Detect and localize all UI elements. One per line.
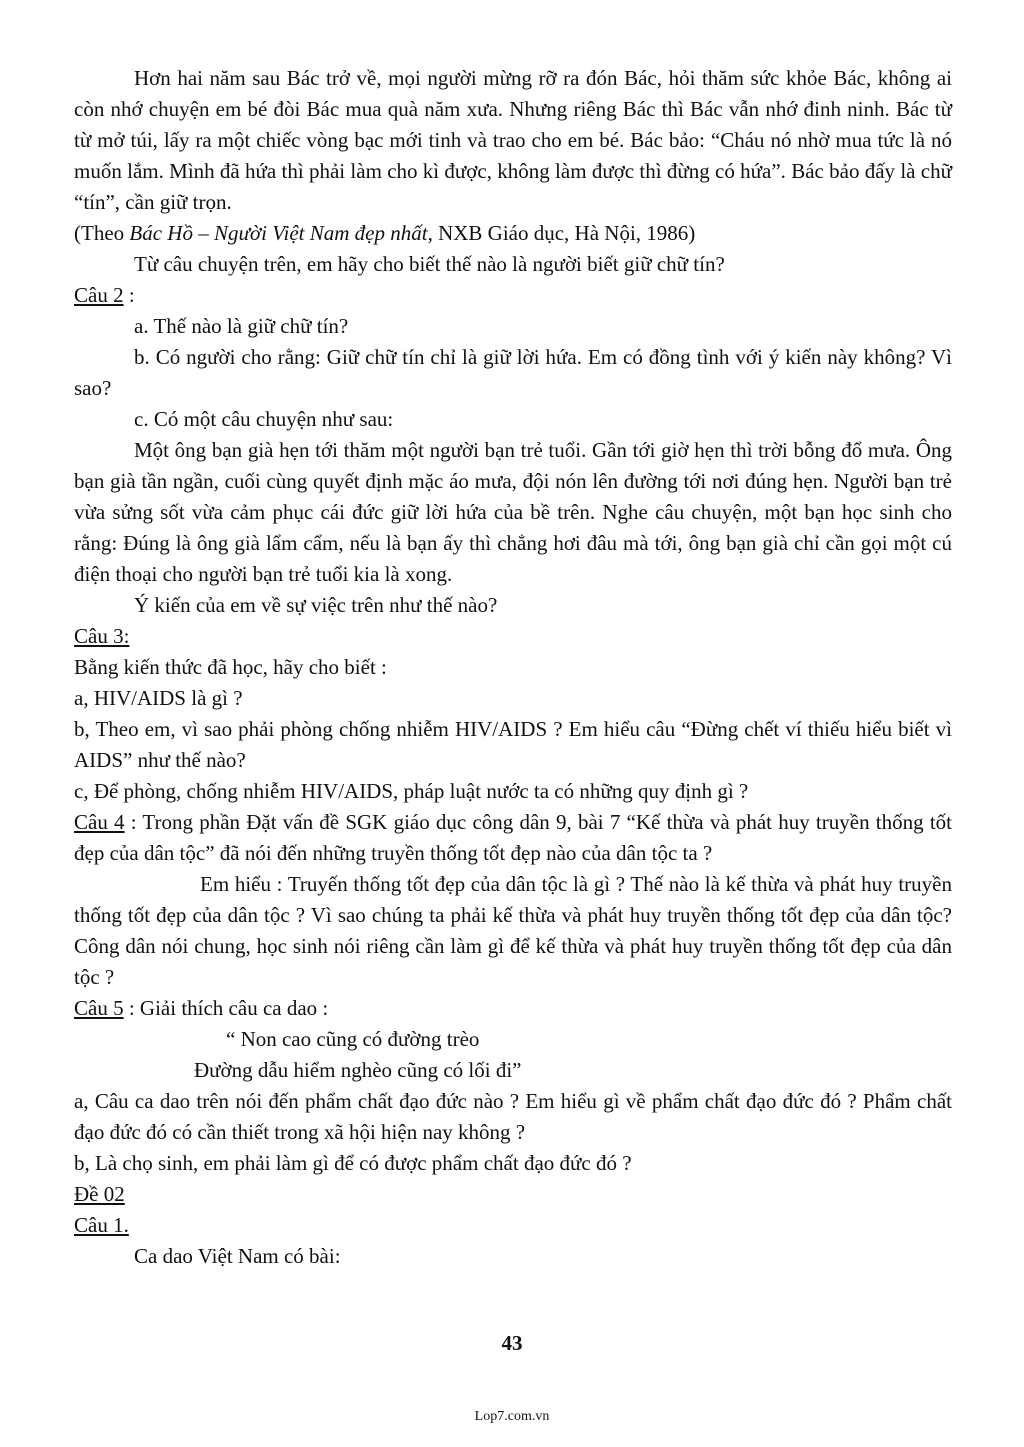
- page-number: 43: [501, 1331, 523, 1355]
- question-3a: a, HIV/AIDS là gì ?: [74, 686, 243, 710]
- footer-watermark: Lop7.com.vn: [474, 1409, 550, 1424]
- poem-line-2: Đường dẫu hiểm nghèo cũng có lối đi”: [194, 1058, 522, 1082]
- question-5a: a, Câu ca dao trên nói đến phẩm chất đạo đức nào ? Em hiểu gì về phẩm chất đạo đức đó ? Phẩm chất đạo đức đó có cần thiết trong xã hội hiện nay không ?: [74, 1089, 952, 1144]
- question-4-text: : Trong phần Đặt vấn đề SGK giáo dục công dân 9, bài 7 “Kế thừa và phát huy truyền thống tốt đẹp của dân tộc” đã nói đến những truyền thống tốt đẹp nào của dân tộc ta ?: [74, 810, 953, 865]
- exam-02-heading: Đề 02: [74, 1182, 125, 1206]
- question-2-opinion: Ý kiến của em về sự việc trên như thế nào?: [134, 593, 498, 617]
- question-2c: c. Có một câu chuyện như sau:: [134, 407, 394, 431]
- story-paragraph: Hơn hai năm sau Bác trở về, mọi người mừng rỡ ra đón Bác, hỏi thăm sức khỏe Bác, không ai còn nhớ chuyện em bé đòi Bác mua quà năm xưa. Nhưng riêng Bác thì Bác vẫn nhớ đinh ninh. Bác từ từ mở túi, lấy ra một chiếc vòng bạc mới tinh và trao cho em bé. Bác bảo: “Cháu nó nhờ mua tức là nó muốn lắm. Mình đã hứa thì phải làm cho kì được, không làm được thì đừng có hứa”. Bác bảo đấy là chữ “tín”, cần giữ trọn.: [74, 66, 952, 214]
- question-3c: c, Để phòng, chống nhiễm HIV/AIDS, pháp luật nước ta có những quy định gì ?: [74, 779, 749, 803]
- question-2-story: Một ông bạn già hẹn tới thăm một người bạn trẻ tuổi. Gần tới giờ hẹn thì trời bỗng đổ mưa. Ông bạn già tần ngần, cuối cùng quyết định mặc áo mưa, đội nón lên đường tới nơi đúng hẹn. Người bạn trẻ vừa sửng sốt vừa cảm phục cái đức giữ lời hứa của bề trên. Nghe câu chuyện, một bạn học sinh cho rằng: Đúng là ông già lẩm cẩm, nếu là bạn ấy thì chẳng hơi đâu mà tới, ông bạn già chỉ cần gọi một cú điện thoại cho người bạn trẻ tuổi kia là xong.: [74, 438, 952, 586]
- question-4-more: Em hiểu : Truyến thống tốt đẹp của dân tộc là gì ? Thế nào là kế thừa và phát huy truyền thống tốt đẹp của dân tộc ? Vì sao chúng ta phải kế thừa và phát huy truyền thống tốt đẹp của dân tộc? Công dân nói chung, học sinh nói riêng cần làm gì để kế thừa và phát huy truyền thống tốt đẹp của dân tộc ?: [74, 872, 952, 989]
- exam-02-intro: Ca dao Việt Nam có bài:: [134, 1244, 341, 1268]
- question-1-prompt: Từ câu chuyện trên, em hãy cho biết thế nào là người biết giữ chữ tín?: [134, 252, 725, 276]
- question-3-intro: Bằng kiến thức đã học, hãy cho biết :: [74, 655, 387, 679]
- question-3b: b, Theo em, vì sao phải phòng chống nhiễm HIV/AIDS ? Em hiểu câu “Đừng chết ví thiếu hiểu biết vì AIDS” như thế nào?: [74, 717, 952, 772]
- question-2a: a. Thế nào là giữ chữ tín?: [134, 314, 349, 338]
- question-2b: b. Có người cho rằng: Giữ chữ tín chỉ là giữ lời hứa. Em có đồng tình với ý kiến này không? Vì sao?: [74, 345, 952, 400]
- citation-prefix: (Theo: [74, 221, 130, 245]
- poem-line-1: “ Non cao cũng có đường trèo: [226, 1027, 480, 1051]
- question-4: [74, 807, 952, 869]
- question-5-text: : Giải thích câu ca dao :: [123, 996, 329, 1020]
- citation-suffix: , NXB Giáo dục, Hà Nội, 1986): [427, 221, 696, 245]
- exam-02-question-1-label: Câu 1.: [74, 1213, 129, 1237]
- question-5: [74, 993, 952, 1024]
- question-2-label: Câu 2: [74, 283, 124, 307]
- question-5-label: Câu 5: [74, 996, 124, 1020]
- question-5b: b, Là chọ sinh, em phải làm gì để có được phẩm chất đạo đức đó ?: [74, 1151, 632, 1175]
- question-2-heading: [74, 280, 952, 311]
- citation-title: Bác Hồ – Người Việt Nam đẹp nhất: [129, 221, 428, 245]
- question-4-label: Câu 4: [74, 810, 125, 834]
- page-content: [74, 63, 952, 1272]
- question-3-label: Câu 3:: [74, 624, 130, 648]
- source-citation: [74, 218, 952, 249]
- question-2-suffix: :: [123, 283, 135, 307]
